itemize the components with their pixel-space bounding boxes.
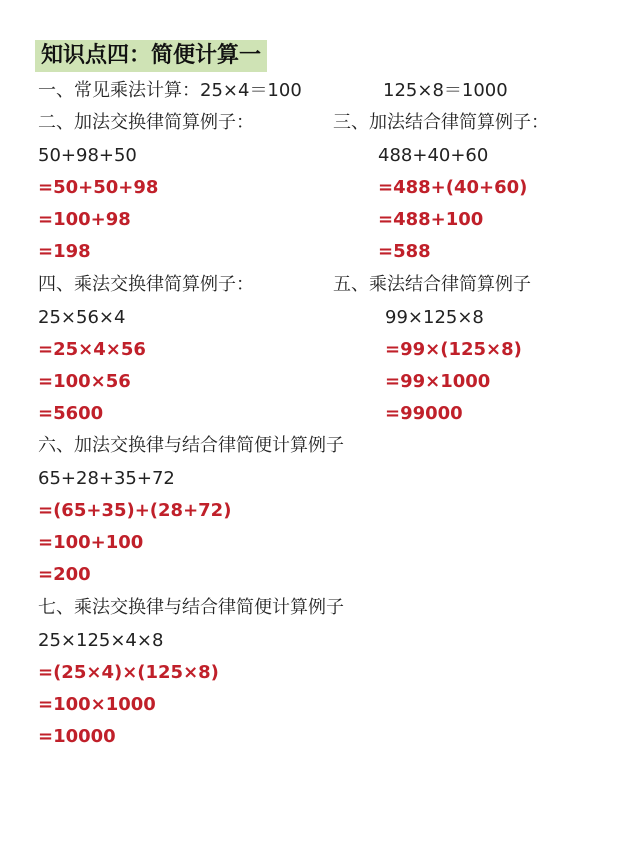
section2-step-3: =198 [38,241,91,262]
section5-step-1: =99×(125×8) [385,339,522,360]
section7-step-2: =100×1000 [38,694,156,715]
row1-right-text: 125×8＝1000 [383,80,508,101]
section7-step-1: =(25×4)×(125×8) [38,662,219,683]
section6-step-2: =100+100 [38,532,144,553]
section2-step-1: =50+50+98 [38,177,159,198]
section2-expression: 50+98+50 [38,145,137,166]
section4-heading: 四、乘法交换律简算例子： [38,274,254,295]
section7-step-3: =10000 [38,726,116,747]
section2-step-2: =100+98 [38,209,131,230]
section7-expression: 25×125×4×8 [38,630,164,651]
page-title: 知识点四：简便计算一 [35,40,267,72]
section3-step-3: =588 [378,241,431,262]
row1-left-text: 一、常见乘法计算：25×4＝100 [38,80,302,101]
section6-step-1: =(65+35)+(28+72) [38,500,232,521]
section5-heading: 五、乘法结合律简算例子 [333,274,531,295]
section7-heading: 七、乘法交换律与结合律简便计算例子 [38,597,344,618]
section4-step-3: =5600 [38,403,104,424]
section6-heading: 六、加法交换律与结合律简便计算例子 [38,435,344,456]
section3-expression: 488+40+60 [378,145,489,166]
section3-heading: 三、加法结合律简算例子： [333,112,549,133]
section4-step-1: =25×4×56 [38,339,146,360]
section4-expression: 25×56×4 [38,307,126,328]
section5-step-3: =99000 [385,403,463,424]
section5-expression: 99×125×8 [385,307,484,328]
section6-step-3: =200 [38,564,91,585]
section3-step-1: =488+(40+60) [378,177,528,198]
section5-step-2: =99×1000 [385,371,491,392]
section6-expression: 65+28+35+72 [38,468,175,489]
section2-heading: 二、加法交换律简算例子： [38,112,254,133]
section3-step-2: =488+100 [378,209,484,230]
section4-step-2: =100×56 [38,371,131,392]
